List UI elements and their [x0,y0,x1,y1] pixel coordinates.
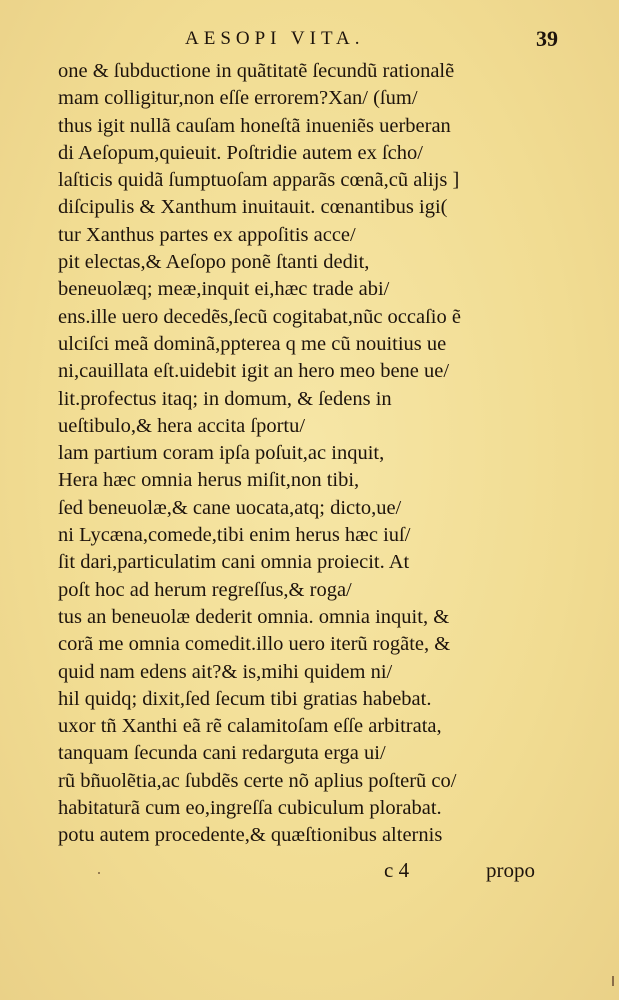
text-line: rũ bñuolẽtia,ac ſubdẽs certe nõ aplius poſterũ co/ [58,769,457,792]
text-line: Hera hæc omnia herus miſit,non tibi, [58,469,360,492]
running-head: AESOPI VITA. [185,28,365,49]
text-line: tur Xanthus partes ex appoſitis acce/ [58,223,356,246]
text-line: one & ſubductione in quãtitatẽ ſecundũ rationalẽ [58,60,455,82]
text-line: ni Lycæna,comede,tibi enim herus hæc iuſ/ [58,524,411,547]
text-line: thus igit nullã cauſam honeſtã inueniẽs uerberan [58,114,451,137]
text-line: ens.ille uero decedẽs,ſecũ cogitabat,nũc occaſio ẽ [58,305,461,328]
text-line: hil quidq; dixit,ſed ſecum tibi gratias habebat. [58,687,432,710]
text-line: tus an beneuolæ dederit omnia. omnia inquit, & [58,605,450,628]
text-line: mam colligitur,non eſſe errorem?Xan/ (ſum/ [58,87,418,110]
text-line: potu autem procedente,& quæſtionibus alternis [58,824,443,847]
text-line: di Aeſopum,quieuit. Poſtridie autem ex ſcho/ [58,141,423,164]
text-line: ſit dari,particulatim cani omnia proiecit. At [58,551,410,574]
text-line: ni,cauillata eſt.uidebit igit an hero meo bene ue/ [58,360,450,383]
text-line: ſed beneuolæ,& cane uocata,atq; dicto,ue/ [58,496,402,519]
body-text [58,58,563,850]
text-line: lit.profectus itaq; in domum, & ſedens in [58,387,392,410]
signature-mark: c 4 [384,858,410,882]
text-line: beneuolæq; meæ,inquit ei,hæc trade abi/ [58,278,390,301]
page-number: 39 [536,26,558,51]
text-line: quid nam edens ait?& is,mihi quidem ni/ [58,660,393,683]
text-line: ueſtibulo,& hera accita ſportu/ [58,414,306,437]
text-line: lam partium coram ipſa poſuit,ac inquit, [58,442,385,465]
text-line: pit electas,& Aeſopo ponẽ ſtanti dedit, [58,251,370,274]
text-line: poſt hoc ad herum regreſſus,& roga/ [58,578,352,601]
text-line: tanquam ſecunda cani redarguta erga ui/ [58,742,386,765]
text-line: corã me omnia comedit.illo uero iterũ rogãte, & [58,633,451,656]
text-line: uxor tñ Xanthi eã rẽ calamitoſam eſſe arbitrata, [58,715,442,738]
text-line: ulciſci meã dominã,ppterea q me cũ nouitius ue [58,332,447,355]
paper-speck [98,872,100,874]
margin-mark [612,976,614,986]
text-line: diſcipulis & Xanthum inuitauit. cœnantibus igi( [58,196,448,219]
text-line: habitaturã cum eo,ingreſſa cubiculum plorabat. [58,797,442,820]
text-line: laſticis quidã ſumptuoſam apparãs cœnã,cũ alijs ] [58,169,460,192]
catchword: propo [486,858,535,882]
